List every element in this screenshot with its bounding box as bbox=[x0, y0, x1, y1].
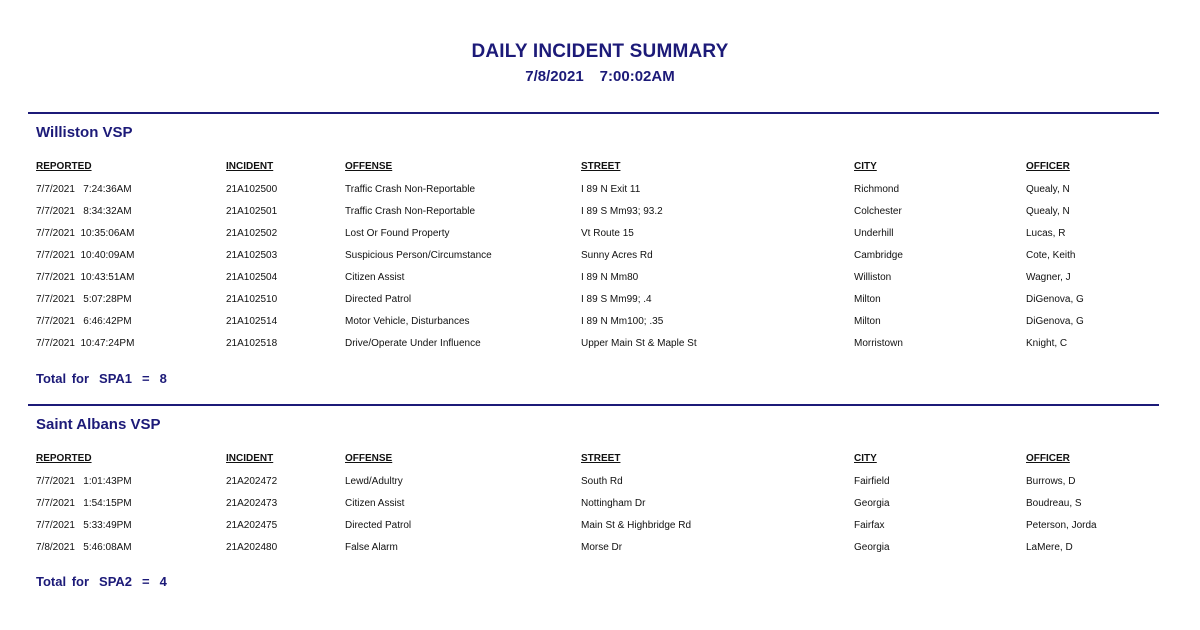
total-count: 4 bbox=[159, 574, 167, 589]
city-cell: Underhill bbox=[854, 228, 894, 239]
city-cell: Georgia bbox=[854, 542, 890, 553]
incident-cell: 21A102504 bbox=[226, 272, 278, 283]
offense-cell: Traffic Crash Non-Reportable bbox=[345, 206, 476, 217]
total-area: SPA2 bbox=[99, 574, 133, 589]
col-offense: OFFENSE bbox=[345, 161, 393, 172]
report-date: 7/8/2021 bbox=[525, 68, 584, 85]
table-row bbox=[28, 250, 1159, 272]
officer-cell: Quealy, N bbox=[1026, 184, 1070, 195]
offense-cell: Citizen Assist bbox=[345, 498, 405, 509]
reported-cell: 7/8/2021 5:46:08AM bbox=[36, 542, 132, 553]
street-cell: Upper Main St & Maple St bbox=[581, 338, 697, 349]
street-cell: Vt Route 15 bbox=[581, 228, 634, 239]
street-cell: Nottingham Dr bbox=[581, 498, 646, 509]
officer-cell: Boudreau, S bbox=[1026, 498, 1082, 509]
city-cell: Fairfield bbox=[854, 476, 890, 487]
col-reported: REPORTED bbox=[36, 453, 92, 464]
reported-cell: 7/7/2021 5:07:28PM bbox=[36, 294, 132, 305]
incident-cell: 21A202480 bbox=[226, 542, 278, 553]
col-incident: INCIDENT bbox=[226, 161, 274, 172]
offense-cell: Lewd/Adultry bbox=[345, 476, 403, 487]
reported-cell: 7/7/2021 10:40:09AM bbox=[36, 250, 135, 261]
incident-cell: 21A102514 bbox=[226, 316, 278, 327]
officer-cell: Knight, C bbox=[1026, 338, 1068, 349]
officer-cell: DiGenova, G bbox=[1026, 294, 1084, 305]
officer-cell: Quealy, N bbox=[1026, 206, 1070, 217]
total-area: SPA1 bbox=[99, 371, 133, 386]
offense-cell: Citizen Assist bbox=[345, 272, 405, 283]
street-cell: I 89 N Mm80 bbox=[581, 272, 639, 283]
table-row bbox=[28, 520, 1159, 542]
officer-cell: LaMere, D bbox=[1026, 542, 1073, 553]
report-title: DAILY INCIDENT SUMMARY bbox=[471, 41, 729, 62]
incident-cell: 21A102518 bbox=[226, 338, 278, 349]
city-cell: Fairfax bbox=[854, 520, 885, 531]
report-header bbox=[0, 40, 1200, 87]
officer-cell: Cote, Keith bbox=[1026, 250, 1076, 261]
col-offense: OFFENSE bbox=[345, 453, 393, 464]
section-title: Williston VSP bbox=[36, 124, 133, 141]
section-title: Saint Albans VSP bbox=[36, 416, 161, 433]
col-officer: OFFICER bbox=[1026, 161, 1070, 172]
table-row bbox=[28, 272, 1159, 294]
incident-cell: 21A202473 bbox=[226, 498, 278, 509]
reported-cell: 7/7/2021 8:34:32AM bbox=[36, 206, 132, 217]
incident-cell: 21A102501 bbox=[226, 206, 278, 217]
column-headers bbox=[28, 161, 1159, 183]
reported-cell: 7/7/2021 10:35:06AM bbox=[36, 228, 135, 239]
city-cell: Milton bbox=[854, 316, 881, 327]
city-cell: Williston bbox=[854, 272, 892, 283]
table-row bbox=[28, 316, 1159, 338]
street-cell: I 89 N Exit 11 bbox=[581, 184, 641, 195]
city-cell: Colchester bbox=[854, 206, 902, 217]
incident-cell: 21A102502 bbox=[226, 228, 278, 239]
city-cell: Milton bbox=[854, 294, 881, 305]
col-officer: OFFICER bbox=[1026, 453, 1070, 464]
reported-cell: 7/7/2021 1:54:15PM bbox=[36, 498, 132, 509]
officer-cell: Burrows, D bbox=[1026, 476, 1076, 487]
section-total bbox=[36, 371, 177, 386]
reported-cell: 7/7/2021 10:47:24PM bbox=[36, 338, 135, 349]
reported-cell: 7/7/2021 7:24:36AM bbox=[36, 184, 132, 195]
report-time: 7:00:02AM bbox=[599, 68, 675, 85]
offense-cell: Traffic Crash Non-Reportable bbox=[345, 184, 476, 195]
city-cell: Cambridge bbox=[854, 250, 903, 261]
street-cell: I 89 N Mm100; .35 bbox=[581, 316, 664, 327]
city-cell: Morristown bbox=[854, 338, 903, 349]
reported-cell: 7/7/2021 5:33:49PM bbox=[36, 520, 132, 531]
table-row bbox=[28, 338, 1159, 360]
table-row bbox=[28, 294, 1159, 316]
table-row bbox=[28, 498, 1159, 520]
section-total bbox=[36, 574, 177, 589]
col-reported: REPORTED bbox=[36, 161, 92, 172]
officer-cell: Peterson, Jorda bbox=[1026, 520, 1097, 531]
table-row bbox=[28, 476, 1159, 498]
incident-cell: 21A102510 bbox=[226, 294, 278, 305]
reported-cell: 7/7/2021 10:43:51AM bbox=[36, 272, 135, 283]
city-cell: Richmond bbox=[854, 184, 900, 195]
incident-cell: 21A202475 bbox=[226, 520, 278, 531]
total-label: Total for bbox=[36, 574, 90, 589]
street-cell: Main St & Highbridge Rd bbox=[581, 520, 692, 531]
city-cell: Georgia bbox=[854, 498, 890, 509]
section-williston bbox=[28, 112, 1159, 386]
incident-cell: 21A102503 bbox=[226, 250, 278, 261]
street-cell: I 89 S Mm93; 93.2 bbox=[581, 206, 663, 217]
section-saint-albans bbox=[28, 404, 1159, 589]
street-cell: Sunny Acres Rd bbox=[581, 250, 653, 261]
col-incident: INCIDENT bbox=[226, 453, 274, 464]
column-headers bbox=[28, 453, 1159, 475]
table-row bbox=[28, 542, 1159, 564]
table-row bbox=[28, 184, 1159, 206]
report-datetime bbox=[0, 67, 1200, 87]
col-street: STREET bbox=[581, 453, 621, 464]
table-row bbox=[28, 228, 1159, 250]
officer-cell: Lucas, R bbox=[1026, 228, 1066, 239]
officer-cell: Wagner, J bbox=[1026, 272, 1071, 283]
total-count: 8 bbox=[159, 371, 167, 386]
incident-cell: 21A102500 bbox=[226, 184, 278, 195]
total-equals: = bbox=[142, 574, 150, 589]
col-city: CITY bbox=[854, 161, 877, 172]
offense-cell: Drive/Operate Under Influence bbox=[345, 338, 481, 349]
offense-cell: False Alarm bbox=[345, 542, 398, 553]
incident-cell: 21A202472 bbox=[226, 476, 278, 487]
offense-cell: Suspicious Person/Circumstance bbox=[345, 250, 492, 261]
offense-cell: Lost Or Found Property bbox=[345, 228, 450, 239]
col-street: STREET bbox=[581, 161, 621, 172]
street-cell: I 89 S Mm99; .4 bbox=[581, 294, 652, 305]
total-label: Total for bbox=[36, 371, 90, 386]
total-equals: = bbox=[142, 371, 150, 386]
offense-cell: Motor Vehicle, Disturbances bbox=[345, 316, 470, 327]
offense-cell: Directed Patrol bbox=[345, 520, 412, 531]
reported-cell: 7/7/2021 6:46:42PM bbox=[36, 316, 132, 327]
street-cell: Morse Dr bbox=[581, 542, 623, 553]
table-row bbox=[28, 206, 1159, 228]
offense-cell: Directed Patrol bbox=[345, 294, 412, 305]
col-city: CITY bbox=[854, 453, 877, 464]
reported-cell: 7/7/2021 1:01:43PM bbox=[36, 476, 132, 487]
officer-cell: DiGenova, G bbox=[1026, 316, 1084, 327]
street-cell: South Rd bbox=[581, 476, 623, 487]
